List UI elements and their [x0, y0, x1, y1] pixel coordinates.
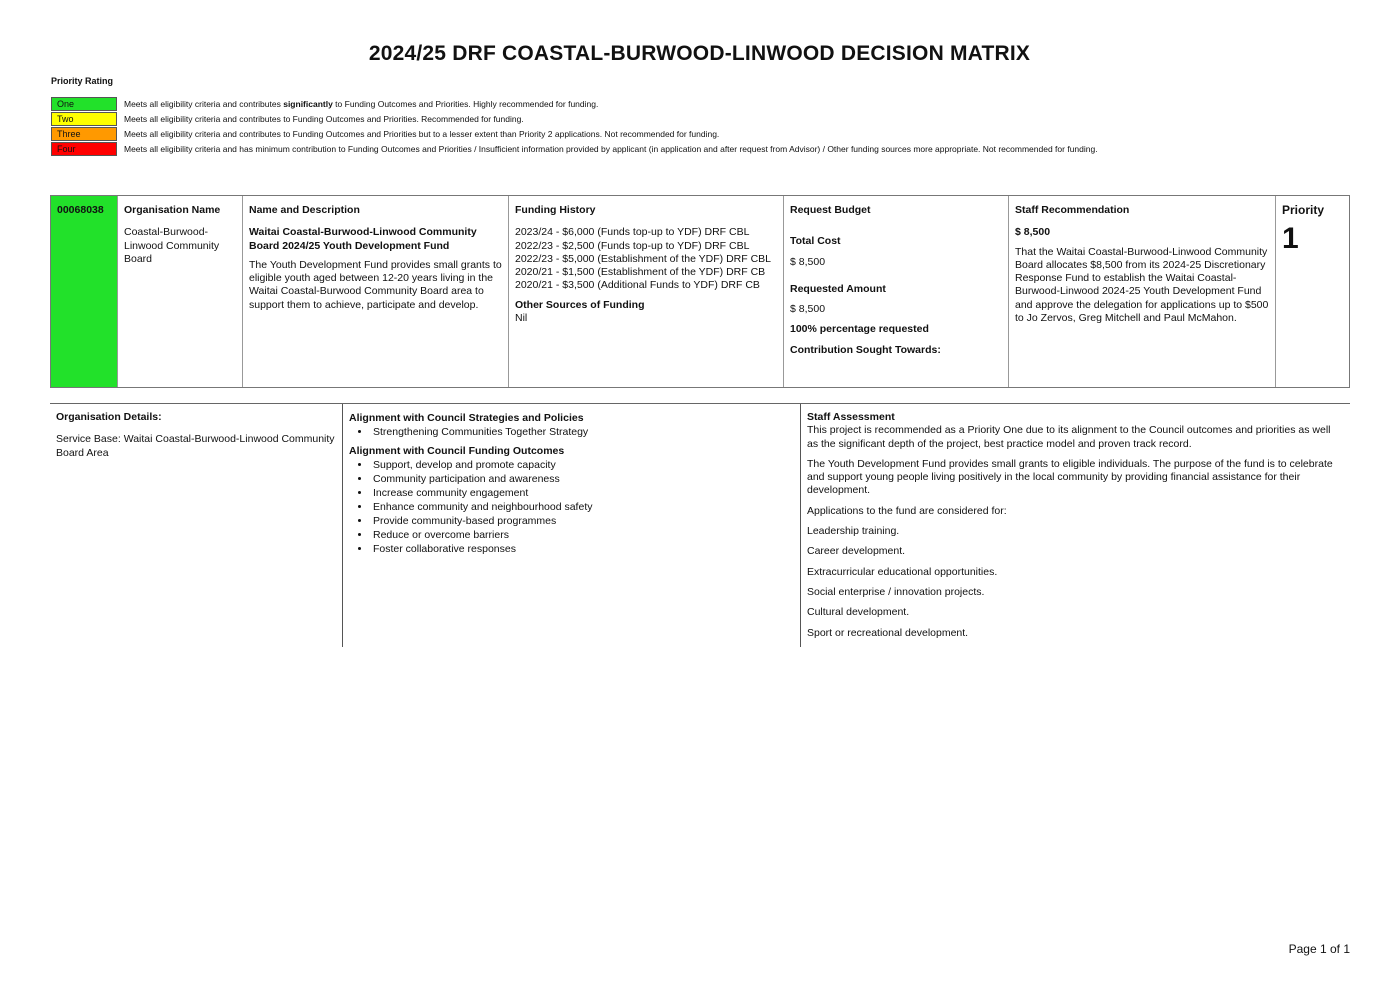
staff-recommendation-header: Staff Recommendation: [1015, 204, 1130, 216]
funding-history-item: 2020/21 - $3,500 (Additional Funds to YDF) DRF CB: [515, 279, 760, 292]
staff-recommendation-cell: [1009, 196, 1276, 387]
priority-rating-heading: Priority Rating: [51, 76, 114, 86]
request-budget-cell: [784, 196, 1009, 387]
legend-row-four: [51, 141, 1098, 156]
assessment-paragraph: This project is recommended as a Priority One due to its alignment to the Council outcomes and priorities as well as the significant depth of the project, best practice model and proven track record.: [807, 424, 1331, 450]
application-id: 00068038: [51, 196, 118, 387]
other-sources-header: Other Sources of Funding: [515, 298, 645, 311]
total-cost-label: Total Cost: [790, 235, 841, 248]
organisation-details-column: [50, 404, 342, 647]
legend-row-one: [51, 96, 1098, 111]
legend-desc-two: Meets all eligibility criteria and contributes to Funding Outcomes and Priorities. Recommended for funding.: [124, 113, 524, 124]
outcomes-header: Alignment with Council Funding Outcomes: [349, 445, 565, 457]
priority-value: 1: [1282, 222, 1299, 256]
page-number: Page 1 of 1: [1288, 942, 1350, 956]
requested-amount-label: Requested Amount: [790, 282, 886, 295]
recommended-amount: $ 8,500: [1015, 226, 1051, 239]
assessment-paragraph: Applications to the fund are considered for:: [807, 504, 1007, 517]
priority-header: Priority: [1282, 203, 1325, 217]
strategies-list: [349, 425, 794, 439]
list-item: • Increase community engagement: [371, 486, 794, 500]
list-item: • Foster collaborative responses: [371, 542, 794, 556]
total-cost-value: $ 8,500: [790, 255, 826, 268]
priority-cell: [1276, 196, 1349, 387]
assessment-paragraph: Social enterprise / innovation projects.: [807, 585, 985, 598]
funding-history-item: 2023/24 - $6,000 (Funds top-up to YDF) DRF CBL: [515, 226, 750, 239]
funding-history-item: 2022/23 - $2,500 (Funds top-up to YDF) DRF CBL: [515, 239, 750, 252]
assessment-paragraph: Extracurricular educational opportunities.: [807, 565, 998, 578]
funding-history-item: 2020/21 - $1,500 (Establishment of the YDF) DRF CB: [515, 266, 766, 279]
page-title: 2024/25 DRF COASTAL-BURWOOD-LINWOOD DECISION MATRIX: [368, 42, 1031, 65]
assessment-paragraph: Career development.: [807, 545, 906, 558]
contribution-sought-label: Contribution Sought Towards:: [790, 343, 941, 356]
other-sources-value: Nil: [515, 312, 528, 325]
service-base: Service Base: Waitai Coastal-Burwood-Linwood Community Board Area: [56, 433, 335, 459]
legend-swatch-four: Four: [51, 142, 117, 156]
assessment-paragraph: Cultural development.: [807, 606, 910, 619]
details-section: [50, 403, 1350, 647]
funding-history-item: 2022/23 - $5,000 (Establishment of the YDF) DRF CBL: [515, 252, 772, 265]
priority-legend: [51, 96, 1098, 156]
name-description-cell: [243, 196, 509, 387]
assessment-paragraph: The Youth Development Fund provides small grants to eligible individuals. The purpose of the fund is to celebrate and support young people living positively in the local community by providing financial assistance for their development.: [807, 457, 1333, 497]
strategies-header: Alignment with Council Strategies and Policies: [349, 412, 584, 424]
recommendation-text: That the Waitai Coastal-Burwood-Linwood Community Board allocates $8,500 from its 2024-25 Discretionary Response Fund to establish the Waitai Coastal-Burwood-Linwood 2024-25 Youth Development Fund and approve the delegation for applications up to $500 to Jo Zervos, Greg Mitchell and Paul McMahon.: [1015, 245, 1269, 325]
organisation-header: Organisation Name: [124, 204, 221, 216]
project-description: The Youth Development Fund provides small grants to eligible youth aged between 12-20 years living in the Waitai Coastal-Burwood Community Board area to support them to achieve, participate and develop.: [249, 258, 502, 311]
list-item: • Strengthening Communities Together Strategy: [371, 425, 794, 439]
alignment-column: [342, 404, 800, 647]
list-item: • Reduce or overcome barriers: [371, 528, 794, 542]
legend-desc-one: Meets all eligibility criteria and contributes significantly to Funding Outcomes and Priorities. Highly recommended for funding.: [124, 98, 599, 109]
legend-desc-three: Meets all eligibility criteria and contributes to Funding Outcomes and Priorities but to a lesser extent than Priority 2 applications. Not recommended for funding.: [124, 128, 720, 139]
name-description-header: Name and Description: [249, 204, 360, 216]
organisation-cell: [118, 196, 243, 387]
legend-swatch-two: Two: [51, 112, 117, 126]
organisation-details-header: Organisation Details:: [56, 411, 162, 423]
organisation-name: Coastal-Burwood-Linwood Community Board: [124, 226, 220, 265]
decision-matrix-row: [50, 195, 1350, 388]
staff-assessment-header: Staff Assessment: [807, 411, 895, 423]
legend-swatch-three: Three: [51, 127, 117, 141]
staff-assessment-column: [800, 404, 1350, 647]
list-item: • Support, develop and promote capacity: [371, 458, 794, 472]
assessment-paragraph: Leadership training.: [807, 525, 900, 538]
requested-amount-value: $ 8,500: [790, 303, 826, 316]
outcomes-list: [349, 458, 794, 556]
list-item: • Provide community-based programmes: [371, 514, 794, 528]
assessment-paragraph: Sport or recreational development.: [807, 626, 969, 639]
legend-row-two: [51, 111, 1098, 126]
project-name: Waitai Coastal-Burwood-Linwood Community Board 2024/25 Youth Development Fund: [249, 226, 477, 252]
legend-row-three: [51, 126, 1098, 141]
legend-swatch-one: One: [51, 97, 117, 111]
funding-history-header: Funding History: [515, 204, 596, 216]
funding-history-cell: [509, 196, 784, 387]
legend-desc-four: Meets all eligibility criteria and has minimum contribution to Funding Outcomes and Priorities / Insufficient information provided by applicant (in application and after request from Advisor) / Other funding sources more appropriate. Not recommended for funding.: [124, 143, 1098, 154]
list-item: • Community participation and awareness: [371, 472, 794, 486]
list-item: • Enhance community and neighbourhood safety: [371, 500, 794, 514]
percent-requested: 100% percentage requested: [790, 323, 929, 336]
request-budget-header: Request Budget: [790, 204, 871, 216]
